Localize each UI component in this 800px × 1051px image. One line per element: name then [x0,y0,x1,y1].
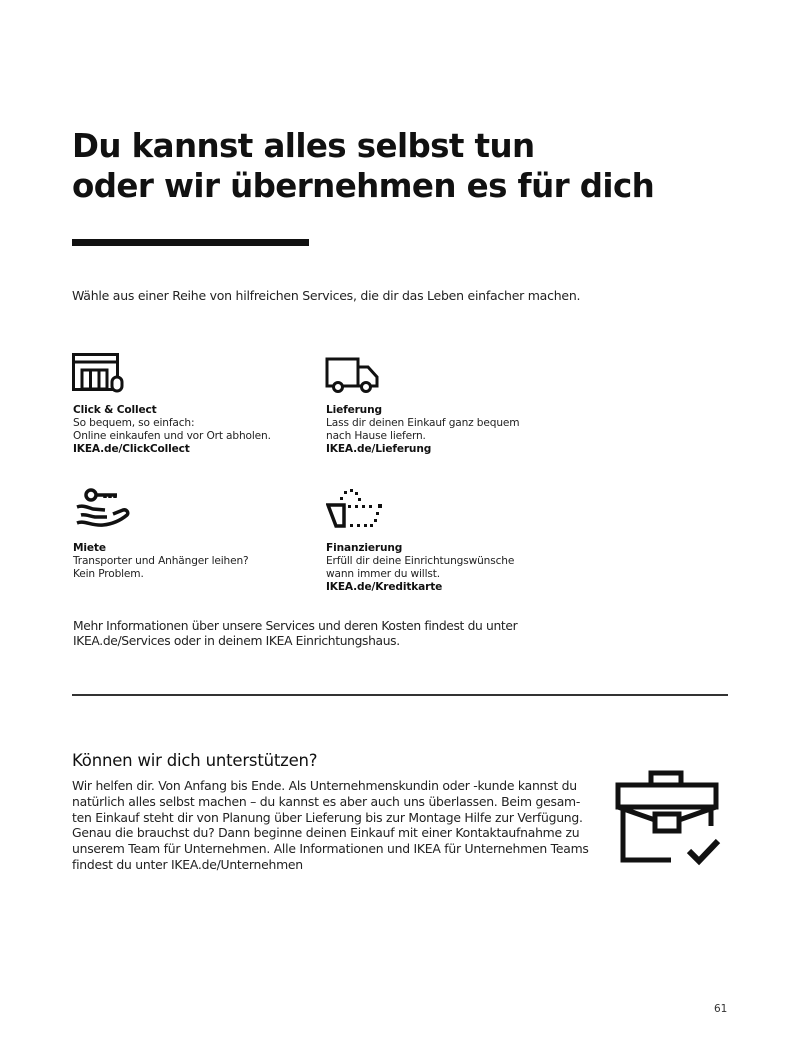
page-title-line-2: oder wir übernehmen es für dich [72,167,655,205]
title-underline-bar [72,239,309,246]
service-link[interactable]: IKEA.de/Kreditkarte [326,581,443,593]
service-description-line: nach Hause liefern. [326,430,426,442]
service-description-line: Online einkaufen und vor Ort abholen. [73,430,271,442]
service-description-line: Erfüll dir deine Einrichtungswünsche [326,555,515,567]
support-body-line: unserem Team für Unternehmen. Alle Informationen und IKEA für Unternehmen Teams [72,841,589,857]
service-lieferung [326,404,519,456]
hand-key-icon [75,488,131,530]
support-body-line: natürlich alles selbst machen – du kannst es aber auch uns überlassen. Beim gesam- [72,793,581,809]
service-description-line: Kein Problem. [73,568,144,580]
support-body-line: Genau die brauchst du? Dann beginne deinen Einkauf mit einer Kontaktaufnahme zu [72,825,580,841]
service-name: Click & Collect [73,404,157,416]
service-name: Miete [73,542,106,554]
section-divider [72,694,728,696]
service-name: Finanzierung [326,542,403,554]
service-link[interactable]: IKEA.de/Lieferung [326,443,432,455]
support-body-line: Wir helfen dir. Von Anfang bis Ende. Als Unternehmenskundin oder -kunde kannst du [72,778,577,793]
briefcase-check-icon [615,770,723,866]
support-heading: Können wir dich unterstützen? [72,751,318,770]
support-body [72,778,592,873]
support-body-line: findest du unter IKEA.de/Unternehmen [72,856,303,872]
delivery-truck-icon [325,357,381,395]
more-info-text [73,619,517,649]
service-click-collect [73,404,271,456]
service-name: Lieferung [326,404,382,416]
store-click-collect-icon [72,353,126,393]
service-description-line: Lass dir deinen Einkauf ganz bequem [326,417,520,429]
page-number: 61 [714,1003,728,1015]
service-description-line: So bequem, so einfach: [73,417,195,429]
service-miete [73,542,249,581]
service-link[interactable]: IKEA.de/ClickCollect [73,443,190,455]
intro-text: Wähle aus einer Reihe von hilfreichen Services, die dir das Leben einfacher machen. [72,288,581,303]
more-info-line: IKEA.de/Services oder in deinem IKEA Einrichtungshaus. [73,634,400,648]
financing-basket-icon [326,488,386,532]
service-finanzierung [326,542,514,594]
service-description-line: Transporter und Anhänger leihen? [73,555,249,567]
page-title [72,126,654,206]
page-title-line-1: Du kannst alles selbst tun [72,127,535,165]
service-description-line: wann immer du willst. [326,568,440,580]
support-body-line: ten Einkauf steht dir von Planung über Lieferung bis zur Montage Hilfe zur Verfügung. [72,809,583,825]
more-info-line: Mehr Informationen über unsere Services und deren Kosten findest du unter [73,619,518,633]
